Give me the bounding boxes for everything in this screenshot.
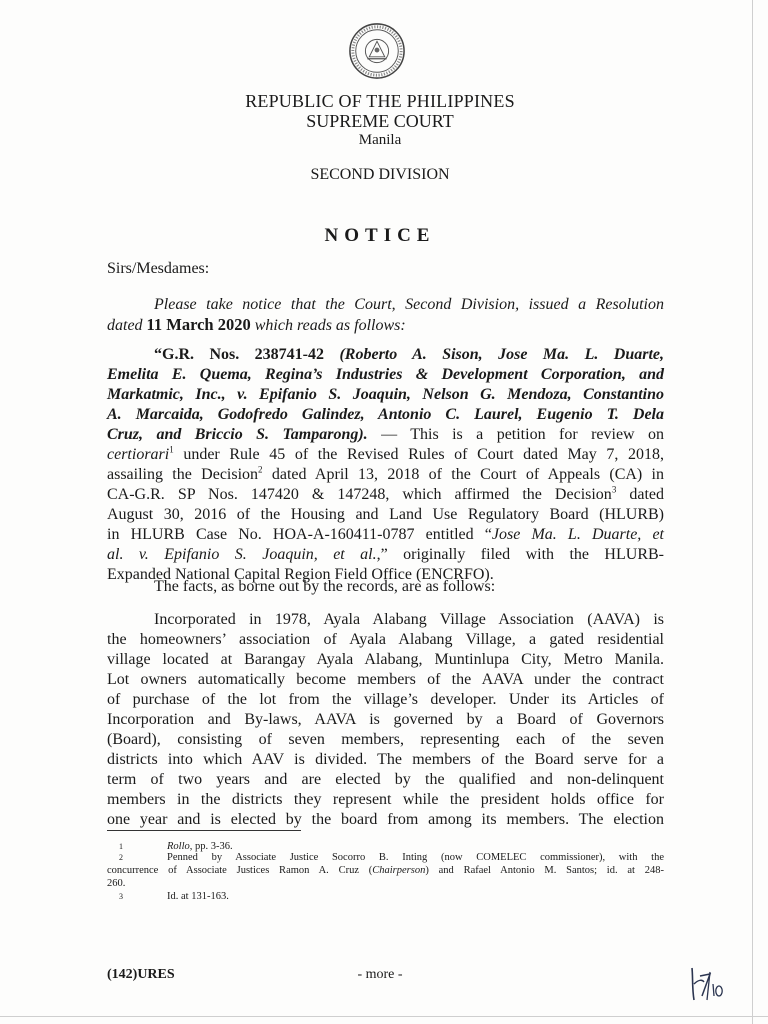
- page-edge-right: [752, 0, 753, 1024]
- intro-dated: dated: [107, 317, 143, 334]
- footnote-1-text: , pp. 3-36.: [189, 841, 233, 852]
- footnote-2-line-1: Penned by Associate Justice Socorro B. Inting (now COMELEC commissioner), with the: [167, 852, 664, 863]
- body-line: members in the districts they represent while the president holds office for: [107, 791, 664, 808]
- body-line: of purchase of the lot from the village’s developer. Under its Articles of: [107, 691, 664, 708]
- case-line-7b: dated April 13, 2018 of the Court of Appeals (CA) in: [262, 466, 665, 483]
- footnote-ref-2: 2: [258, 464, 263, 475]
- footnote-2: [107, 851, 664, 890]
- case-title-part-2: al. v. Epifanio S. Joaquin, et al.: [107, 546, 377, 563]
- resolution-date: 11 March 2020: [146, 315, 251, 334]
- footnote-1-italic: Rollo: [167, 841, 190, 852]
- body-line: village located at Barangay Ayala Alabang, Muntinlupa City, Metro Manila.: [107, 651, 664, 668]
- page-edge-bottom: [0, 1016, 768, 1017]
- case-line-8a: CA-G.R. SP Nos. 147420 & 147248, which affirmed the Decision: [107, 486, 612, 503]
- footnote-2-line-2b: ) and Rafael Antonio M. Santos; id. at 248-: [425, 865, 664, 876]
- footnote-ref-1: 1: [169, 444, 174, 455]
- footnote-number: 1: [119, 842, 123, 851]
- footnote-3-text: Id. at 131-163.: [167, 891, 229, 902]
- case-line-8b: dated: [616, 486, 664, 503]
- case-line-12: Expanded National Capital Region Field Office (ENCRFO).: [107, 566, 494, 583]
- intro-line-1: Please take notice that the Court, Second Division, issued a Resolution: [154, 296, 664, 313]
- body-line: Incorporated in 1978, Ayala Alabang Village Association (AAVA) is: [154, 611, 664, 628]
- case-line-6: under Rule 45 of the Revised Rules of Court dated May 7, 2018,: [173, 446, 664, 463]
- case-parties-line-2: Emelita E. Quema, Regina’s Industries & Development Corporation, and: [107, 366, 664, 383]
- footnote-2-line-3: 260.: [107, 878, 126, 889]
- body-line: districts into which AAV is divided. The members of the Board serve for a: [107, 751, 664, 768]
- footnote-ref-3: 3: [611, 484, 617, 495]
- case-line-9: August 30, 2016 of the Housing and Land Use Regulatory Board (HLURB): [107, 506, 664, 523]
- more-indicator: - more -: [357, 967, 403, 982]
- footnote-number: 2: [119, 853, 123, 862]
- certiorari-term: certiorari: [107, 446, 170, 463]
- body-line: (Board), consisting of seven members, representing each of the seven: [107, 731, 664, 748]
- case-parties-line-3: Markatmic, Inc., v. Epifanio S. Joaquin, Nelson G. Mendoza, Constantino: [107, 386, 664, 403]
- case-number: “G.R. Nos. 238741-42: [154, 346, 325, 363]
- case-parties-line-1: (Roberto A. Sison, Jose Ma. L. Duarte,: [339, 346, 665, 363]
- header-division: SECOND DIVISION: [310, 166, 450, 183]
- body-paragraph: [107, 610, 664, 830]
- case-line-7a: assailing the Decision: [107, 466, 259, 483]
- footnote-2-line-2a: concurrence of Associate Justices Ramon A. Cruz (: [107, 865, 373, 876]
- footnote-3: [107, 890, 664, 903]
- case-title-part-1: Jose Ma. L. Duarte, et: [491, 526, 664, 543]
- header-republic: REPUBLIC OF THE PHILIPPINES: [245, 91, 515, 111]
- document-code: (142)URES: [107, 967, 175, 982]
- case-parties-line-5: Cruz, and Briccio S. Tamparong).: [107, 426, 368, 443]
- header-city: Manila: [358, 132, 402, 148]
- body-line: Lot owners automatically become members of the AAVA under the contract: [107, 671, 664, 688]
- footnote-number: 3: [119, 892, 123, 901]
- intro-tail: which reads as follows:: [254, 317, 406, 334]
- notice-title: NOTICE: [324, 225, 436, 246]
- salutation: Sirs/Mesdames:: [107, 260, 210, 277]
- case-paragraph: [107, 345, 664, 585]
- footnote-divider: [107, 830, 301, 831]
- header-court: SUPREME COURT: [306, 111, 454, 131]
- body-line: term of two years and are elected by the qualified and non-delinquent: [107, 771, 664, 788]
- case-line-10a: in HLURB Case No. HOA-A-160411-0787 entitled “: [107, 526, 492, 543]
- case-line-5-tail: — This is a petition for review on: [367, 426, 665, 443]
- footnote-2-chairperson: Chairperson: [372, 865, 426, 876]
- supreme-court-seal-icon: [348, 22, 406, 80]
- body-line: the homeowners’ association of Ayala Alabang Village, a gated residential: [107, 631, 664, 648]
- case-parties-line-4: A. Marcaida, Godofredo Galindez, Antonio C. Laurel, Eugenio T. Dela: [107, 406, 664, 423]
- case-line-11b: ,” originally filed with the HLURB-: [376, 546, 664, 563]
- body-line: one year and is elected by the board from among its members. The election: [107, 811, 664, 828]
- handwritten-initials-icon: [686, 962, 726, 1006]
- intro-paragraph: [107, 295, 664, 336]
- facts-intro: The facts, as borne out by the records, are as follows:: [154, 578, 496, 595]
- body-line: Incorporation and By-laws, AAVA is governed by a Board of Governors: [107, 711, 664, 728]
